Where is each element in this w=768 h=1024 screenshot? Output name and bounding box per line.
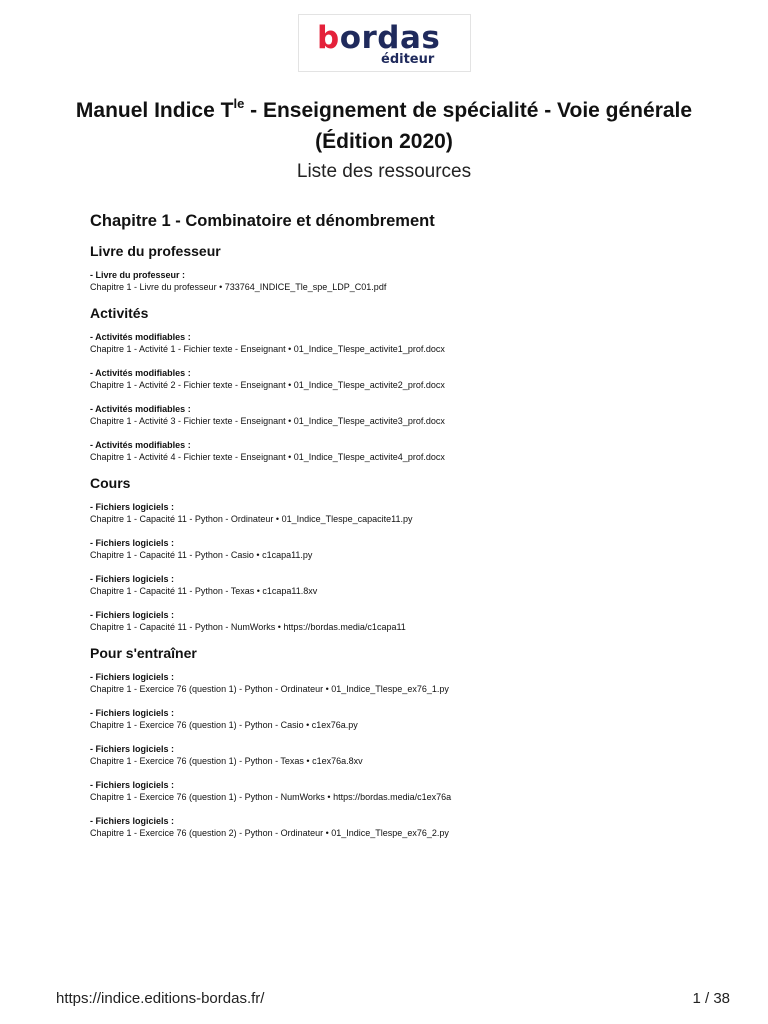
section-heading: Pour s'entraîner xyxy=(90,645,197,661)
resource-item xyxy=(90,671,730,695)
resource-label: - Livre du professeur : xyxy=(90,270,186,280)
document-title xyxy=(60,88,708,157)
resource-label: - Fichiers logiciels : xyxy=(90,816,175,826)
resource-item xyxy=(90,609,730,633)
chapter-heading: Chapitre 1 - Combinatoire et dénombrement xyxy=(90,212,435,230)
resource-item xyxy=(90,403,730,427)
resource-link[interactable]: Chapitre 1 - Capacité 11 - Python - Casio • c1capa11.py xyxy=(90,550,313,560)
resource-link[interactable]: Chapitre 1 - Exercice 76 (question 1) - Python - Casio • c1ex76a.py xyxy=(90,720,358,730)
title-part1: Manuel Indice T xyxy=(75,99,234,122)
resource-link[interactable]: Chapitre 1 - Capacité 11 - Python - Texas • c1capa11.8xv xyxy=(90,586,318,596)
resource-label: - Activités modifiables : xyxy=(90,332,191,342)
resource-label: - Fichiers logiciels : xyxy=(90,672,175,682)
resource-item xyxy=(90,501,730,525)
resource-link[interactable]: Chapitre 1 - Activité 1 - Fichier texte - Enseignant • 01_Indice_Tlespe_activite1_prof.docx xyxy=(90,344,445,354)
resource-item xyxy=(90,573,730,597)
resource-label: - Fichiers logiciels : xyxy=(90,538,175,548)
resource-label: - Fichiers logiciels : xyxy=(90,780,175,790)
resource-label: - Activités modifiables : xyxy=(90,440,191,450)
resource-label: - Fichiers logiciels : xyxy=(90,610,175,620)
resource-item xyxy=(90,269,730,293)
resource-item xyxy=(90,331,730,355)
resource-item xyxy=(90,707,730,731)
resource-label: - Fichiers logiciels : xyxy=(90,744,175,754)
section-heading: Cours xyxy=(90,475,131,491)
footer-url[interactable]: https://indice.editions-bordas.fr/ xyxy=(56,990,265,1007)
footer-page-number: 1 / 38 xyxy=(692,990,730,1007)
resource-link[interactable]: Chapitre 1 - Capacité 11 - Python - NumWorks • https://bordas.media/c1capa11 xyxy=(90,622,406,632)
section-heading: Livre du professeur xyxy=(90,243,221,259)
resource-link[interactable]: Chapitre 1 - Exercice 76 (question 2) - Python - Ordinateur • 01_Indice_Tlespe_ex76_2.py xyxy=(90,828,449,838)
resource-list xyxy=(90,212,730,851)
resource-link[interactable]: Chapitre 1 - Activité 4 - Fichier texte - Enseignant • 01_Indice_Tlespe_activite4_prof.docx xyxy=(90,452,445,462)
resource-link[interactable]: Chapitre 1 - Exercice 76 (question 1) - Python - Ordinateur • 01_Indice_Tlespe_ex76_1.py xyxy=(90,684,449,694)
resource-link[interactable]: Chapitre 1 - Exercice 76 (question 1) - Python - NumWorks • https://bordas.media/c1ex76a xyxy=(90,792,452,802)
document-subtitle: Liste des ressources xyxy=(296,161,472,182)
logo-brand: bordas xyxy=(317,20,441,56)
resource-link[interactable]: Chapitre 1 - Activité 3 - Fichier texte - Enseignant • 01_Indice_Tlespe_activite3_prof.docx xyxy=(90,416,445,426)
resource-label: - Fichiers logiciels : xyxy=(90,502,175,512)
resource-item xyxy=(90,367,730,391)
resource-link[interactable]: Chapitre 1 - Exercice 76 (question 1) - Python - Texas • c1ex76a.8xv xyxy=(90,756,363,766)
sections-container xyxy=(90,243,730,839)
resource-label: - Activités modifiables : xyxy=(90,368,191,378)
resource-link[interactable]: Chapitre 1 - Livre du professeur • 733764_INDICE_Tle_spe_LDP_C01.pdf xyxy=(90,282,387,292)
title-part2: - Enseignement de spécialité - Voie générale (Édition 2020) xyxy=(244,99,693,153)
resource-item xyxy=(90,815,730,839)
resource-item xyxy=(90,743,730,767)
bordas-logo xyxy=(298,14,471,72)
resource-item xyxy=(90,779,730,803)
resource-link[interactable]: Chapitre 1 - Activité 2 - Fichier texte - Enseignant • 01_Indice_Tlespe_activite2_prof.docx xyxy=(90,380,445,390)
resource-label: - Activités modifiables : xyxy=(90,404,191,414)
resource-label: - Fichiers logiciels : xyxy=(90,574,175,584)
logo-subtitle: éditeur xyxy=(381,52,435,67)
title-superscript: le xyxy=(233,96,245,111)
resource-item xyxy=(90,537,730,561)
resource-link[interactable]: Chapitre 1 - Capacité 11 - Python - Ordinateur • 01_Indice_Tlespe_capacite11.py xyxy=(90,514,413,524)
resource-item xyxy=(90,439,730,463)
resource-label: - Fichiers logiciels : xyxy=(90,708,175,718)
section-heading: Activités xyxy=(90,305,149,321)
